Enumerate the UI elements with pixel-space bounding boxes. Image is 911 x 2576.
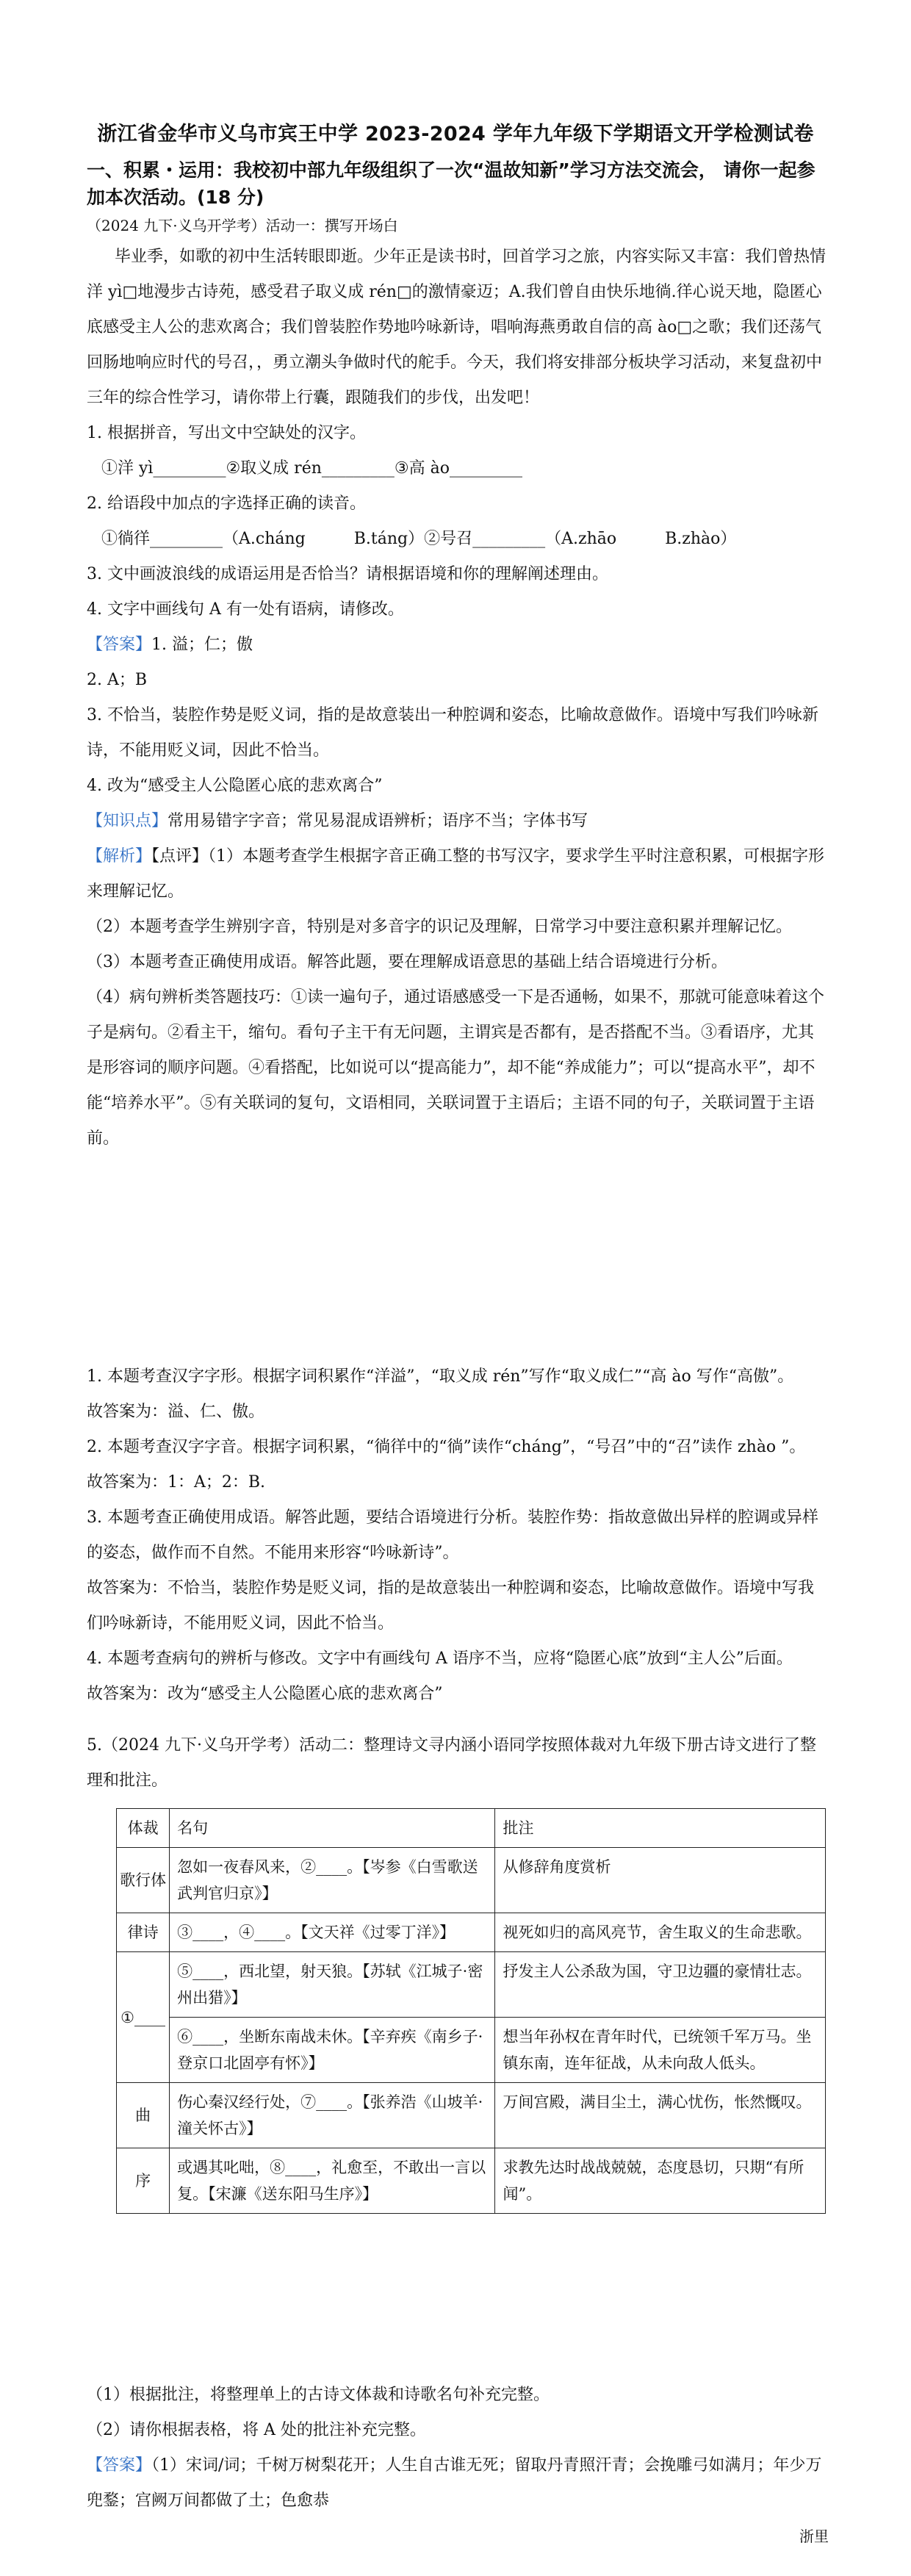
comment-tag: 【点评】 (151, 847, 209, 866)
row-line: ③____，④____。【文天祥《过零丁洋》】 (170, 1913, 495, 1952)
table-row (117, 2083, 826, 2148)
detail-4: 4. 本题考查病句的辨析与修改。文字中有画线句 A 语序不当，应将“隐匿心底”放到“主人公”后面。 (87, 1649, 793, 1668)
question-5-answer-text: （1）宋词/词；千树万树梨花开；人生自古谁无死；留取丹青照汗青；会挽雕弓如满月；年少万兜鍪；宫阙万间都做了土；色愈恭 (87, 2456, 822, 2510)
knowledge-points: 常用易错字字音；常见易混成语辨析；语序不当；字体书写 (168, 812, 588, 830)
passage: 毕业季，如歌的初中生活转眼即逝。少年正是读书时，回首学习之旅，内容实际又丰富：我们曾热情洋 yì□地漫步古诗苑，感受君子取义成 rén□的激情豪迈；A.我们曾自由快乐地徜.徉心说天地，隐匿心底感受主人公的悲欢离合；我们曾装腔作势地吟咏新诗，唱响海燕勇敢自信的高 ào□之歌；我们还荡气回肠地响应时代的号召，，勇立潮头争做时代的舵手。今天，我们将安排部分板块学习活动，来复盘初中三年的综合性学习，请你带上行囊，跟随我们的步伐，出发吧！ (87, 248, 827, 407)
detail-2-answer: 故答案为：1：A；2：B. (87, 1473, 266, 1492)
row-type: 序 (117, 2148, 170, 2214)
row-note: 视死如归的高风亮节，舍生取义的生命悲歌。 (495, 1913, 826, 1952)
table-row (117, 2148, 826, 2214)
row-line: ⑥____，坐断东南战未休。【辛弃疾《南乡子·登京口北固亭有怀》】 (170, 2018, 495, 2083)
section-heading: 一、积累・运用：我校初中部九年级组织了一次“温故知新”学习方法交流会， 请你一起参加本次活动。(18 分) (87, 159, 815, 208)
row-note: 想当年孙权在青年时代，已统领千军万马。坐镇东南，连年征战，从未向敌人低头。 (495, 2018, 826, 2083)
answer-1: 1. 溢；仁；傲 (151, 636, 253, 654)
question-3: 3. 文中画波浪线的成语运用是否恰当？请根据语境和你的理解阐述理由。 (87, 565, 608, 583)
row-line: 或遇其叱咄，⑧____，礼愈至，不敢出一言以复。【宋濂《送东阳马生序》】 (170, 2148, 495, 2214)
header-line: 名句 (170, 1809, 495, 1848)
answer-2: 2. A；B (87, 671, 148, 689)
table-row (117, 1913, 826, 1952)
row-line: 伤心秦汉经行处，⑦____。【张养浩《山坡羊·潼关怀古》】 (170, 2083, 495, 2148)
detail-3: 3. 本题考查正确使用成语。解答此题，要结合语境进行分析。装腔作势：指故意做出异样的腔调或异样的姿态，做作而不自然。不能用来形容“吟咏新诗”。 (87, 1508, 818, 1562)
question-5: 5.（2024 九下·义乌开学考）活动二：整理诗文寻内涵小语同学按照体裁对九年级下册古诗文进行了整理和批注。 (87, 1736, 816, 1790)
comment-3: （3）本题考查正确使用成语。解答此题，要在理解成语意思的基础上结合语境进行分析。 (87, 953, 728, 971)
question-5-sub-2: （2）请你根据表格，将 A 处的批注补充完整。 (87, 2421, 426, 2439)
question-5-sub-1: （1）根据批注，将整理单上的古诗文体裁和诗歌名句补充完整。 (87, 2386, 550, 2404)
header-type: 体裁 (117, 1809, 170, 1848)
knowledge-tag: 【知识点】 (87, 812, 168, 830)
row-type: 曲 (117, 2083, 170, 2148)
analysis-tag: 【解析】 (87, 847, 152, 866)
answer-3: 3. 不恰当，装腔作势是贬义词，指的是故意装出一种腔调和姿态，比喻故意做作。语境中写我们吟咏新诗，不能用贬义词，因此不恰当。 (87, 706, 818, 760)
analysis-comment-1 (87, 839, 829, 910)
row-type: ①____ (117, 1952, 170, 2083)
answer-tag: 【答案】 (87, 636, 152, 654)
answer-line-1 (87, 627, 829, 663)
answer-4: 4. 改为“感受主人公隐匿心底的悲欢离合” (87, 777, 383, 795)
detail-3-answer: 故答案为：不恰当，装腔作势是贬义词，指的是故意装出一种腔调和姿态，比喻故意做作。语境中写我们吟咏新诗，不能用贬义词，因此不恰当。 (87, 1579, 815, 1633)
activity1-source: （2024 九下·义乌开学考）活动一：撰写开场白 (87, 217, 398, 234)
row-note: 抒发主人公杀敌为国，守卫边疆的豪情壮志。 (495, 1952, 826, 2018)
detail-2: 2. 本题考查汉字字音。根据字词积累，“徜徉中的“徜”读作“cháng”，“号召”中的“召”读作 zhào ”。 (87, 1438, 806, 1456)
detail-1: 1. 本题考查汉字字形。根据字词积累作“洋溢”，“取义成 rén”写作“取义成仁”“高 ào 写作“高傲”。 (87, 1367, 794, 1386)
table-row (117, 1848, 826, 1913)
question-2-options: ①徜徉_________（A.cháng B.táng）②号召_________（A.zhāo B.zhào） (101, 530, 737, 548)
row-line: ⑤____，西北望，射天狼。【苏轼《江城子·密州出猎》】 (170, 1952, 495, 2018)
question-5-answer (87, 2448, 829, 2519)
header-note: 批注 (495, 1809, 826, 1848)
exam-title: 浙江省金华市义乌市宾王中学 2023-2024 学年九年级下学期语文开学检测试卷 (97, 123, 814, 145)
page-footer: 浙里 (799, 2528, 829, 2545)
question-1: 1. 根据拼音，写出文中空缺处的汉字。 (87, 424, 366, 442)
answer-tag: 【答案】 (87, 2456, 152, 2475)
question-2: 2. 给语段中加点的字选择正确的读音。 (87, 494, 366, 513)
table-row (117, 1952, 826, 2018)
question-1-blanks: ①洋 yì_________②取义成 rén_________③高 ào_________ (101, 459, 522, 478)
row-note: 万间宫殿，满目尘土，满心忧伤，怅然慨叹。 (495, 2083, 826, 2148)
row-type: 律诗 (117, 1913, 170, 1952)
row-note: 从修辞角度赏析 (495, 1848, 826, 1913)
knowledge-line (87, 804, 829, 839)
row-line: 忽如一夜春风来，②____。【岑参《白雪歌送武判官归京》】 (170, 1848, 495, 1913)
detail-1-answer: 故答案为：溢、仁、傲。 (87, 1403, 265, 1421)
comment-4: （4）病句辨析类答题技巧：①读一遍句子，通过语感感受一下是否通畅，如果不，那就可能意味着这个子是病句。②看主干，缩句。看句子主干有无问题，主谓宾是否都有，是否搭配不当。③看语序，尤其是形容词的顺序问题。④看搭配，比如说可以“提高能力”，却不能“养成能力”；可以“提高水平”，却不能“培养水平”。⑤有关联词的复句，文语相同，关联词置于主语后；主语不同的句子，关联词置于主语前。 (87, 988, 825, 1148)
table-row (117, 2018, 826, 2083)
comment-2: （2）本题考查学生辨别字音，特别是对多音字的识记及理解，日常学习中要注意积累并理解记忆。 (87, 918, 793, 936)
comment-1: （1）本题考查学生根据字音正确工整的书写汉字，要求学生平时注意积累，可根据字形来理解记忆。 (87, 847, 825, 901)
question-4: 4. 文字中画线句 A 有一处有语病，请修改。 (87, 600, 404, 619)
table-header-row (117, 1809, 826, 1848)
poem-table (116, 1808, 826, 2214)
row-note: 求教先达时战战兢兢，态度恳切，只期“有所闻”。 (495, 2148, 826, 2214)
detail-4-answer: 故答案为：改为“感受主人公隐匿心底的悲欢离合” (87, 1685, 443, 1703)
row-type: 歌行体 (117, 1848, 170, 1913)
